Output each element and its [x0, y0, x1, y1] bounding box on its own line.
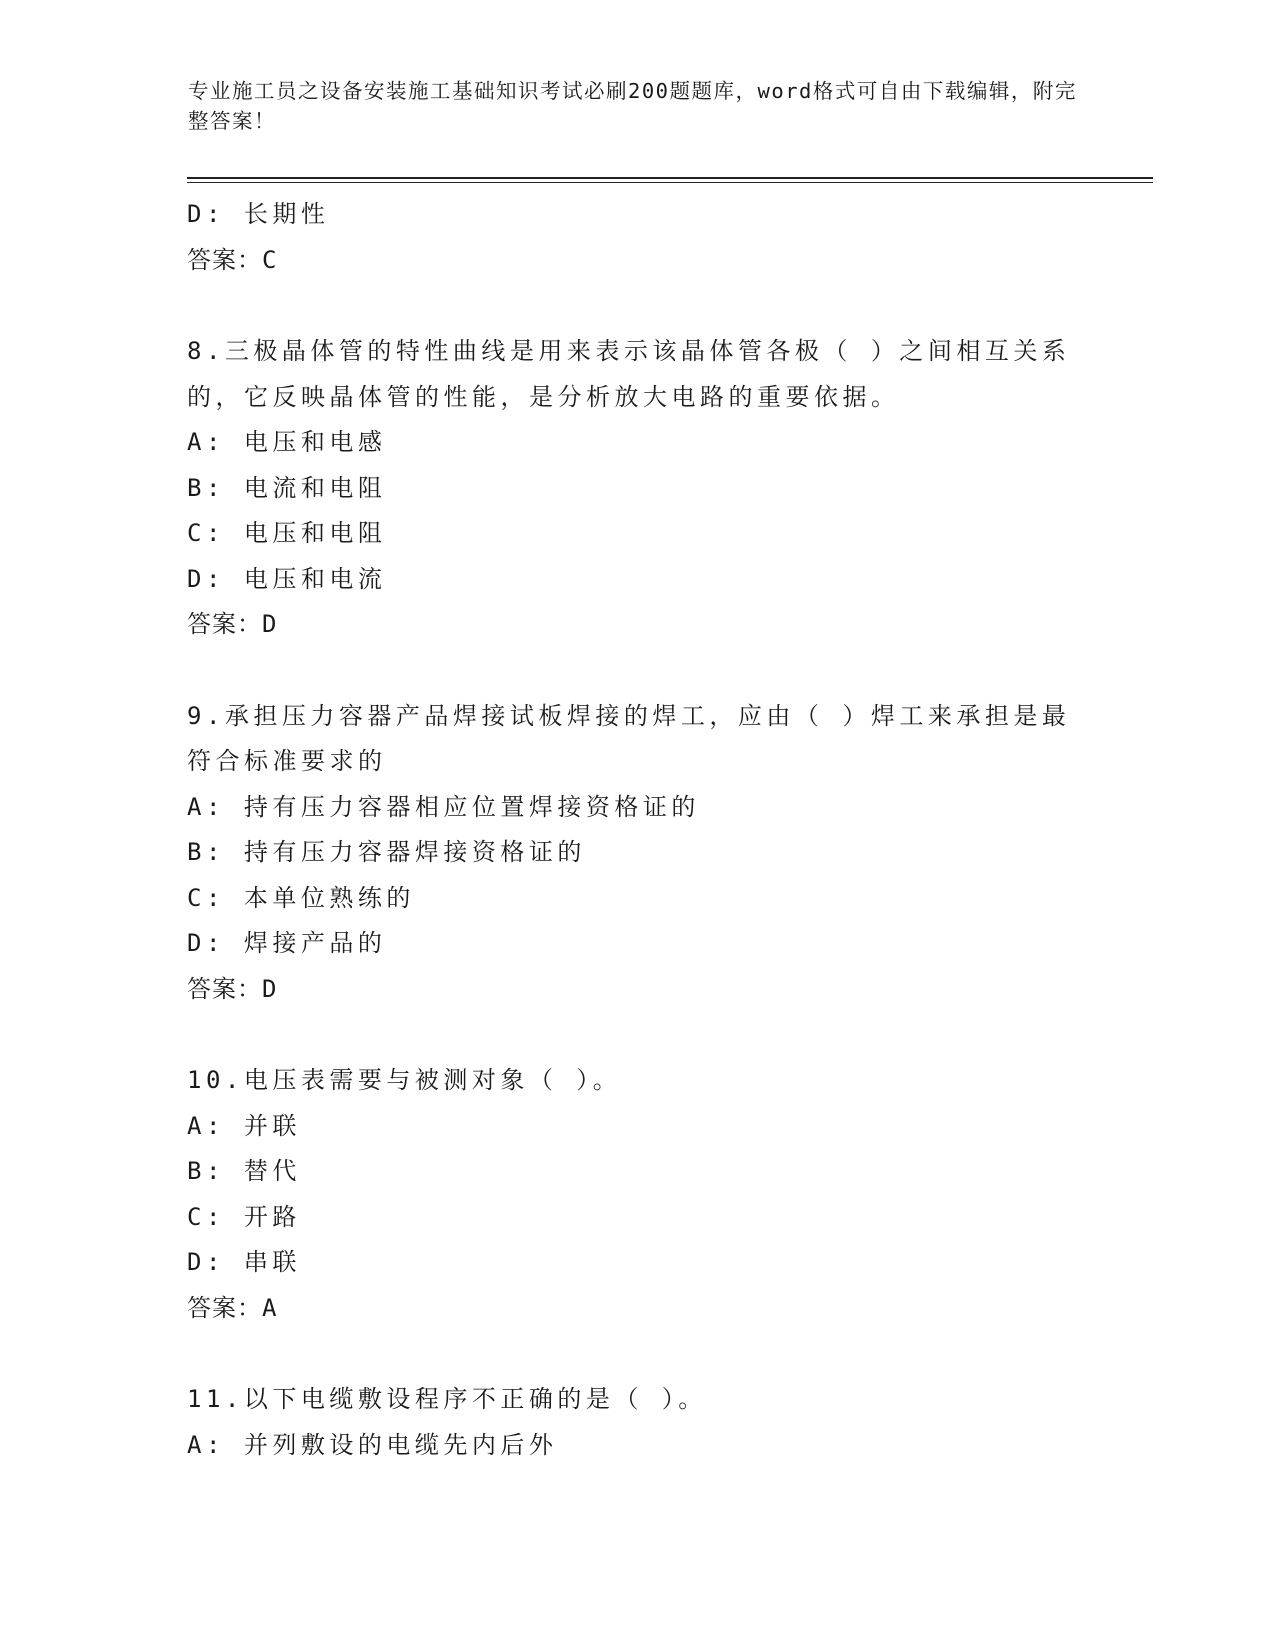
option-line: A: 并联	[187, 1111, 301, 1140]
option-line: B: 持有压力容器焊接资格证的	[187, 838, 586, 866]
answer-line: 答案：D	[187, 974, 278, 1003]
exam-content	[187, 192, 1087, 1468]
option-line: C: 电压和电阻	[187, 519, 387, 547]
answer-line: 答案：C	[187, 245, 278, 274]
option-line: D: 串联	[187, 1248, 301, 1276]
question-spacer	[187, 648, 1087, 694]
option-line: A: 电压和电感	[187, 428, 387, 456]
option-line: D: 长期性	[187, 200, 330, 228]
answer-line: 答案：D	[187, 610, 278, 638]
option-line: A: 持有压力容器相应位置焊接资格证的	[187, 792, 700, 821]
option-line: D: 电压和电流	[187, 564, 387, 593]
option-line: D: 焊接产品的	[187, 929, 387, 957]
question-text: 9.承担压力容器产品焊接试板焊接的焊工，应由（ ）焊工来承担是最	[187, 701, 1071, 730]
document-header: 专业施工员之设备安装施工基础知识考试必刷200题题库，word格式可自由下载编辑，附完整答案！	[188, 79, 1077, 133]
option-line: B: 替代	[187, 1157, 301, 1185]
header-divider-thick	[187, 177, 1153, 179]
question-spacer	[187, 1331, 1087, 1377]
question-spacer	[187, 1012, 1087, 1058]
answer-line: 答案：A	[187, 1293, 278, 1322]
question-text: 11.以下电缆敷设程序不正确的是（ ）。	[187, 1385, 707, 1413]
question-text: 符合标准要求的	[187, 747, 387, 775]
option-line: C: 开路	[187, 1202, 301, 1231]
option-line: A: 并列敷设的电缆先内后外	[187, 1430, 558, 1459]
question-text: 8.三极晶体管的特性曲线是用来表示该晶体管各极（ ）之间相互关系	[187, 337, 1071, 365]
question-text: 的，它反映晶体管的性能，是分析放大电路的重要依据。	[187, 382, 900, 411]
question-text: 10.电压表需要与被测对象（ ）。	[187, 1066, 622, 1094]
option-line: C: 本单位熟练的	[187, 883, 415, 912]
option-line: B: 电流和电阻	[187, 473, 387, 502]
header-divider-thin	[187, 182, 1153, 183]
question-spacer	[187, 283, 1087, 329]
